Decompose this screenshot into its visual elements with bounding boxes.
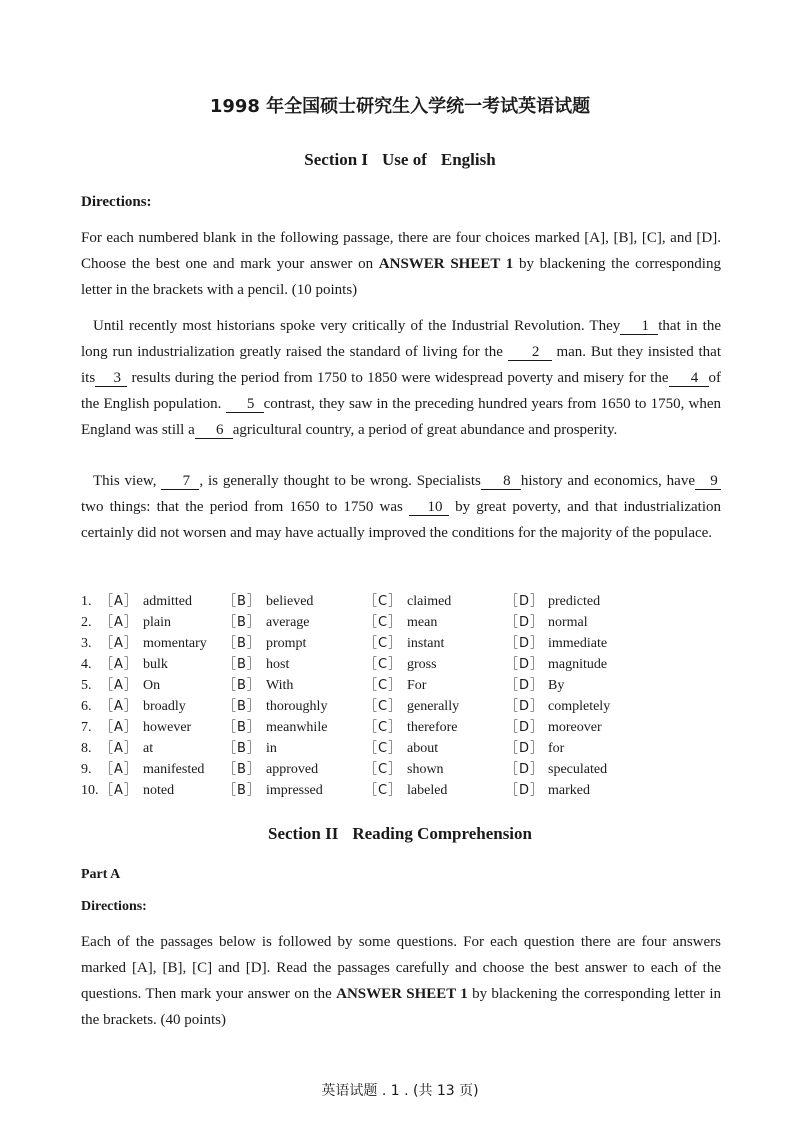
choice-letter-c: ［C］ bbox=[364, 783, 403, 798]
choice-d: normal bbox=[548, 615, 588, 630]
blank-10: 10 bbox=[409, 499, 449, 516]
question-number: 4. bbox=[81, 657, 92, 672]
blank-5: 5 bbox=[226, 396, 264, 413]
choice-b: believed bbox=[266, 594, 314, 609]
choice-b: With bbox=[266, 678, 294, 693]
option-row bbox=[81, 717, 731, 738]
blank-6: 6 bbox=[195, 422, 233, 439]
option-row bbox=[81, 780, 731, 801]
choice-b: impressed bbox=[266, 783, 323, 798]
question-number: 3. bbox=[81, 636, 92, 651]
choice-letter-d: ［D］ bbox=[505, 762, 545, 777]
passage-text: , is generally thought to be wrong. Specialists bbox=[199, 473, 481, 489]
choice-letter-d: ［D］ bbox=[505, 699, 545, 714]
choice-letter-a: ［A］ bbox=[100, 699, 138, 714]
question-number: 7. bbox=[81, 720, 92, 735]
part-a-label: Part A bbox=[81, 867, 121, 882]
passage-text: two things: that the period from 1650 to 1750 was bbox=[81, 499, 409, 515]
choice-a: however bbox=[143, 720, 192, 735]
blank-1: 1 bbox=[620, 318, 658, 335]
choice-letter-d: ［D］ bbox=[505, 657, 545, 672]
blank-2: 2 bbox=[508, 344, 552, 361]
choice-d: marked bbox=[548, 783, 590, 798]
option-row bbox=[81, 759, 731, 780]
section-1-label: Section I bbox=[304, 150, 369, 169]
choice-a: bulk bbox=[143, 657, 168, 672]
choice-letter-d: ［D］ bbox=[505, 720, 545, 735]
choice-c: about bbox=[407, 741, 439, 756]
question-number: 8. bbox=[81, 741, 92, 756]
choice-letter-b: ［B］ bbox=[223, 615, 261, 630]
choice-letter-d: ［D］ bbox=[505, 636, 545, 651]
section-2-label: Section II bbox=[267, 824, 339, 843]
choice-b: in bbox=[266, 741, 277, 756]
choice-letter-c: ［C］ bbox=[364, 678, 403, 693]
option-row bbox=[81, 633, 731, 654]
section-1-name: Use of bbox=[382, 150, 427, 169]
choice-letter-c: ［C］ bbox=[364, 762, 403, 777]
page-footer: 英语试题 . 1 . (共 13 页) bbox=[321, 1083, 479, 1099]
question-number: 5. bbox=[81, 678, 92, 693]
choice-d: By bbox=[548, 678, 565, 693]
choice-letter-d: ［D］ bbox=[505, 594, 545, 609]
choice-letter-c: ［C］ bbox=[364, 657, 403, 672]
blank-4: 4 bbox=[669, 370, 709, 387]
choice-letter-b: ［B］ bbox=[223, 741, 261, 756]
choice-d: immediate bbox=[548, 636, 608, 651]
choice-c: therefore bbox=[407, 720, 458, 735]
passage-text: agricultural country, a period of great abundance and prosperity. bbox=[232, 422, 618, 438]
choice-a: noted bbox=[143, 783, 175, 798]
exam-title: 1998 年全国硕士研究生入学统一考试英语试题 bbox=[209, 96, 591, 117]
section-2-directions-label: Directions: bbox=[81, 899, 147, 914]
passage-text: that in the long run industrialization greatly raised the standard of living for the bbox=[81, 318, 721, 360]
question-number: 6. bbox=[81, 699, 92, 714]
choice-letter-b: ［B］ bbox=[223, 720, 261, 735]
passage-text: of the English population. bbox=[81, 370, 721, 412]
choice-letter-a: ［A］ bbox=[100, 762, 138, 777]
passage-text: history and economics, have bbox=[520, 473, 695, 489]
choice-letter-a: ［A］ bbox=[100, 783, 138, 798]
answer-options-list bbox=[81, 591, 731, 801]
passage-text: results during the period from 1750 to 1850 were widespread poverty and misery for the bbox=[127, 370, 669, 386]
choice-b: thoroughly bbox=[266, 699, 328, 714]
passage-text: This view, bbox=[93, 473, 162, 489]
choice-letter-d: ［D］ bbox=[505, 615, 545, 630]
blank-7: 7 bbox=[161, 473, 199, 490]
section-2-heading bbox=[0, 824, 800, 844]
choice-letter-d: ［D］ bbox=[505, 678, 545, 693]
option-row bbox=[81, 675, 731, 696]
blank-8: 8 bbox=[481, 473, 521, 490]
choice-c: gross bbox=[407, 657, 437, 672]
option-row bbox=[81, 696, 731, 717]
choice-a: broadly bbox=[143, 699, 186, 714]
choice-d: completely bbox=[548, 699, 611, 714]
choice-letter-c: ［C］ bbox=[364, 636, 403, 651]
choice-a: On bbox=[143, 678, 161, 693]
choice-a: at bbox=[143, 741, 154, 756]
directions-text-part: by blackening the corresponding letter in the brackets. (40 points) bbox=[81, 986, 721, 1028]
section-2-name: Reading Comprehension bbox=[352, 824, 532, 843]
choice-d: speculated bbox=[548, 762, 608, 777]
choice-letter-b: ［B］ bbox=[223, 678, 261, 693]
passage-text: contrast, they saw in the preceding hundred years from 1650 to 1750, when England was still a bbox=[81, 396, 721, 438]
section-1-directions-text bbox=[81, 225, 721, 303]
choice-c: shown bbox=[407, 762, 444, 777]
directions-text-part: For each numbered blank in the following passage, there are four choices marked [A], [B], [C], and [D]. Choose the best one and mark your answer on bbox=[81, 230, 721, 272]
passage-paragraph-1 bbox=[81, 313, 721, 443]
section-1-heading bbox=[0, 150, 800, 170]
choice-a: momentary bbox=[143, 636, 207, 651]
choice-letter-a: ［A］ bbox=[100, 657, 138, 672]
choice-letter-c: ［C］ bbox=[364, 615, 403, 630]
choice-letter-a: ［A］ bbox=[100, 741, 138, 756]
answer-sheet-label: ANSWER SHEET 1 bbox=[336, 986, 468, 1002]
choice-letter-d: ［D］ bbox=[505, 783, 545, 798]
choice-letter-b: ［B］ bbox=[223, 783, 261, 798]
choice-c: labeled bbox=[407, 783, 448, 798]
choice-letter-c: ［C］ bbox=[364, 699, 403, 714]
question-number: 2. bbox=[81, 615, 92, 630]
choice-c: For bbox=[407, 678, 427, 693]
choice-a: admitted bbox=[143, 594, 192, 609]
choice-c: mean bbox=[407, 615, 438, 630]
choice-letter-b: ［B］ bbox=[223, 636, 261, 651]
choice-b: average bbox=[266, 615, 310, 630]
choice-letter-a: ［A］ bbox=[100, 636, 138, 651]
passage-text: by great poverty, and that industrialization certainly did not worsen and may have actually improved the conditions for the majority of the populace. bbox=[81, 499, 721, 541]
question-number: 9. bbox=[81, 762, 92, 777]
choice-b: approved bbox=[266, 762, 319, 777]
choice-c: claimed bbox=[407, 594, 452, 609]
choice-letter-b: ［B］ bbox=[223, 762, 261, 777]
section-1-name-2: English bbox=[440, 150, 496, 169]
answer-sheet-label: ANSWER SHEET 1 bbox=[378, 256, 514, 272]
option-row bbox=[81, 738, 731, 759]
option-row bbox=[81, 612, 731, 633]
option-row bbox=[81, 654, 731, 675]
question-number: 10. bbox=[81, 783, 99, 798]
choice-d: moreover bbox=[548, 720, 602, 735]
choice-a: plain bbox=[143, 615, 171, 630]
choice-c: generally bbox=[407, 699, 460, 714]
passage-text: man. But they insisted that its bbox=[81, 344, 721, 386]
choice-a: manifested bbox=[143, 762, 205, 777]
choice-d: for bbox=[548, 741, 565, 756]
choice-letter-c: ［C］ bbox=[364, 720, 403, 735]
option-row bbox=[81, 591, 731, 612]
choice-letter-b: ［B］ bbox=[223, 657, 261, 672]
choice-letter-a: ［A］ bbox=[100, 678, 138, 693]
choice-letter-b: ［B］ bbox=[223, 594, 261, 609]
blank-9: 9 bbox=[695, 473, 721, 490]
choice-b: prompt bbox=[266, 636, 307, 651]
choice-letter-c: ［C］ bbox=[364, 594, 403, 609]
question-number: 1. bbox=[81, 594, 92, 609]
choice-d: predicted bbox=[548, 594, 601, 609]
choice-letter-d: ［D］ bbox=[505, 741, 545, 756]
passage-paragraph-2 bbox=[81, 468, 721, 546]
choice-b: meanwhile bbox=[266, 720, 328, 735]
choice-d: magnitude bbox=[548, 657, 608, 672]
choice-letter-c: ［C］ bbox=[364, 741, 403, 756]
directions-text-part: Each of the passages below is followed by some questions. For each question there are four answers marked [A], [B], [C] and [D]. Read the passages carefully and choose the best answer to each of the questions. Then mark your answer on the bbox=[81, 934, 721, 1002]
passage-text: Until recently most historians spoke very critically of the Industrial Revolution. They bbox=[93, 318, 621, 334]
section-1-directions-label: Directions: bbox=[81, 194, 152, 210]
choice-b: host bbox=[266, 657, 290, 672]
choice-letter-a: ［A］ bbox=[100, 594, 138, 609]
choice-letter-b: ［B］ bbox=[223, 699, 261, 714]
blank-3: 3 bbox=[95, 370, 127, 387]
choice-letter-a: ［A］ bbox=[100, 720, 138, 735]
directions-text-part: by blackening the corresponding letter in the brackets with a pencil. (10 points) bbox=[81, 256, 721, 298]
choice-c: instant bbox=[407, 636, 445, 651]
section-2-directions-text bbox=[81, 929, 721, 1033]
choice-letter-a: ［A］ bbox=[100, 615, 138, 630]
